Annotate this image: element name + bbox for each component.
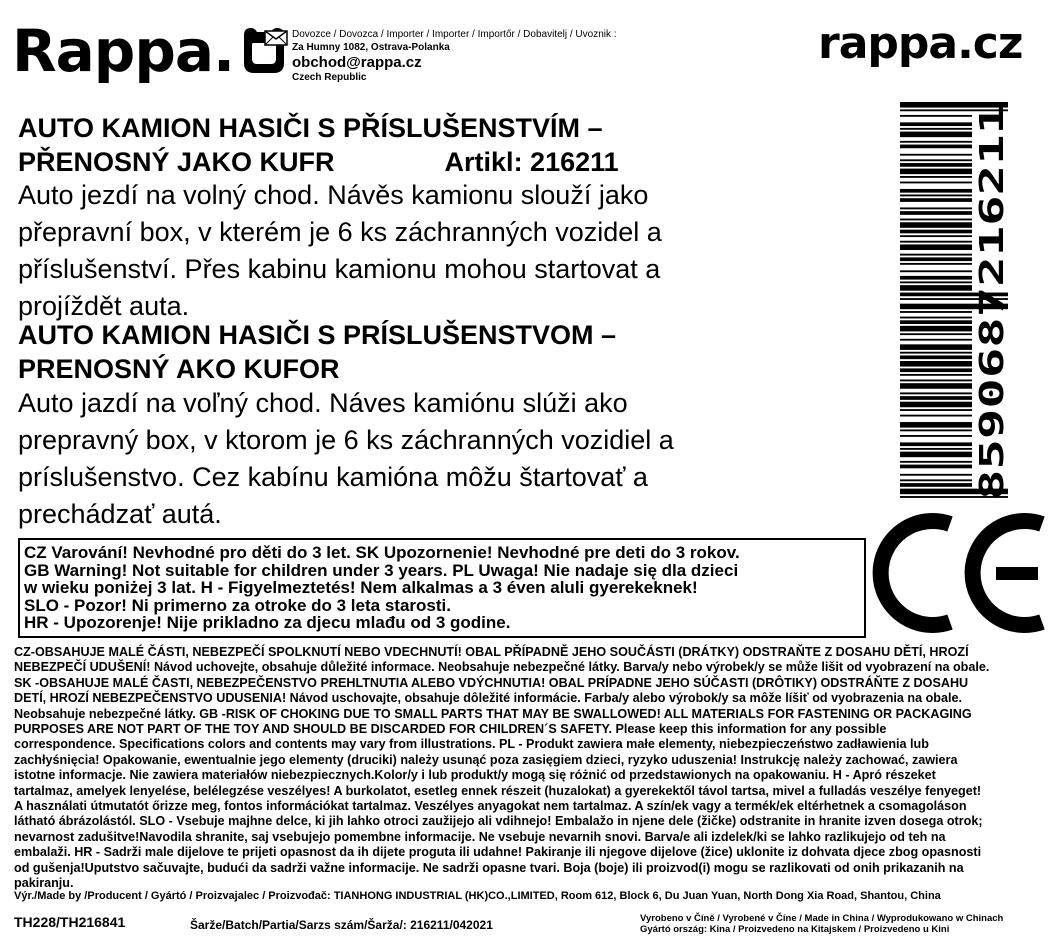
smallprint-line: correspondence. Specifications colors and contents may vary from illustrations. PL - Produkt zawiera małe elementy, niebezpieczeństwo zadławienia lub	[14, 737, 929, 752]
barcode-bar	[900, 465, 972, 469]
barcode-bar	[900, 415, 972, 417]
smallprint-line: tartalmaz, amelyek lenyelése, belélegzése veszélyes! A burkolatot, esetleg ennek részeit (huzalokat) a gyerekektől távol tartsa, mivel a fulladás veszélye fenyeget!	[14, 783, 982, 798]
logo-text: Rappa.	[12, 17, 235, 85]
barcode-bar	[900, 145, 972, 149]
barcode-bar	[900, 383, 972, 389]
barcode-bar	[900, 409, 972, 411]
sk-title	[18, 318, 616, 386]
barcode-bar	[900, 339, 972, 341]
warning-line: CZ Varování! Nevhodné pro děti do 3 let. SK Upozornenie! Nevhodné pre deti do 3 rokov.	[24, 543, 740, 562]
barcode-bar	[900, 195, 972, 197]
barcode-bar	[900, 396, 972, 400]
barcode-bar	[900, 141, 972, 143]
barcode-bar	[900, 317, 972, 319]
barcode-bar	[900, 435, 972, 437]
barcode-bar	[900, 132, 972, 138]
barcode-bar	[900, 285, 972, 291]
smallprint-line: CZ-OBSAHUJE MALÉ ČÁSTI, NEBEZPEČÍ SPOLKNUTÍ NEBO VDECHNUTÍ! OBAL PŘÍPADNĚ JEHO SOUČÁSTI (DRÁTKY) ODSTRAŇTE Z DOSAHU DĚTÍ, HROZÍ	[14, 645, 969, 659]
barcode-bar	[900, 128, 972, 130]
barcode-bar	[900, 281, 972, 283]
warning-line: SLO - Pozor! Ni primerno za otroke do 3 leta starosti.	[24, 595, 451, 615]
barcode-bar	[900, 189, 972, 193]
barcode-bar	[900, 154, 972, 156]
importer-country: Czech Republic	[292, 72, 367, 83]
barcode-bar	[900, 211, 972, 215]
cz-title-line2: PŘENOSNÝ JAKO KUFR	[18, 147, 335, 177]
product-code: TH228/TH216841	[14, 914, 126, 930]
barcode-bar	[900, 479, 972, 481]
barcode-bar	[900, 422, 972, 428]
barcode-bar	[900, 311, 972, 313]
barcode-bar	[900, 380, 972, 382]
smallprint-line: PURPOSES ARE NOT PART OF THE TOY AND SHOULD BE DISCARDED FOR CHILDREN´S SAFETY. Please keep this information for any possible	[14, 722, 887, 737]
barcode-bar	[900, 448, 972, 450]
cz-title	[18, 111, 619, 179]
barcode-bar	[900, 257, 972, 261]
warning-line: GB Warning! Not suitable for children under 3 years. PL Uwaga! Nie nadaje się dla dzieci	[24, 560, 739, 580]
barcode-bar	[900, 374, 972, 376]
warning-line: w wieku poniżej 3 lat. H - Figyelmeztetés! Nem alkalmas a 3 éven aluli gyerekeknek!	[24, 578, 698, 597]
barcode-bar	[900, 483, 972, 487]
smallprint-line: istotne informacje. Nie zawiera materiałów niebezpiecznych.Kolor/y i lub produkt/y mogą się różnić od przedstawionych na opakowaniu. H - Apró részeket	[14, 768, 936, 783]
country-of-origin	[640, 913, 1003, 935]
cz-title-line1: AUTO KAMION HASIČI S PŘÍSLUŠENSTVÍM –	[18, 113, 603, 143]
barcode-bar	[900, 254, 972, 256]
origin-line: Vyrobeno v Číně / Vyrobené v Číne / Made in China / Wyprodukowano w Chinach	[640, 913, 1004, 924]
sk-line: prepravný box, v ktorom je 6 ks záchranných vozidiel a	[18, 425, 674, 455]
smallprint-line: DETÍ, HROZÍ NEBEZPEČENSTVO UDUSENIA! Návod uschovajte, obsahuje dôležité informácie. Farba/y alebo výrobok/y sa môže líšiť od vyobrazenia na obale.	[14, 691, 962, 706]
rappa-logo	[12, 17, 290, 85]
smallprint-line: NEBEZPEČÍ UDUŠENÍ! Návod uchovejte, obsahuje důležité informace. Neobsahuje nebezpečné látky. Barva/y nebo výrobek/y se může lišit od vyobrazení na obale.	[14, 660, 990, 675]
barcode-bar	[900, 222, 972, 228]
batch-number: Šarže/Batch/Partia/Sarzs szám/Šarža/: 216211/042021	[190, 918, 493, 932]
barcode-bar	[900, 230, 972, 234]
smallprint-line: od gušenja!Uputstvo sačuvajte, budući da sadrži važne informacije. Ne sadrži opasne tvari. Boja (boje) ili proizvod(i) mogu se razlikovati od onih prikazanih na	[14, 860, 964, 875]
article-number: Artikl: 216211	[444, 147, 619, 177]
envelope-icon	[264, 30, 288, 46]
barcode-bar	[900, 392, 972, 394]
barcode-bar	[900, 159, 972, 161]
cz-line: příslušenství. Přes kabinu kamionu mohou startovat a	[18, 254, 661, 284]
barcode-bar	[900, 263, 972, 265]
barcode-bar	[900, 182, 972, 184]
sk-description	[18, 385, 674, 533]
barcode-bar	[900, 355, 972, 359]
barcode-bar	[900, 198, 972, 202]
smallprint-line: pakiranju.	[14, 876, 74, 891]
importer-info	[264, 28, 694, 84]
barcode-number: 8590687216211	[972, 241, 1011, 500]
sk-line: Auto jazdí na voľný chod. Náves kamiónu slúži ako	[18, 388, 628, 418]
manufacturer-line: Výr./Made by /Producent / Gyártó / Proizvajalec / Proizvođač: TIANHONG INDUSTRIAL (HK)CO.,LIMITED, Room 612, Block 6, Du Juan Yuan, North Dong Xia Road, Shantou, China	[14, 890, 941, 902]
barcode-bar	[900, 442, 972, 446]
barcode-bar	[900, 241, 972, 243]
cz-line: projíždět auta.	[18, 291, 190, 321]
warning-box	[18, 538, 866, 638]
origin-line: Gyártó ország: Kina / Proizvedeno na Kitajskem / Proizvedeno u Kini	[640, 924, 950, 935]
importer-address: Za Humny 1082, Ostrava-Polanka	[292, 42, 450, 53]
sk-title-line2: PRENOSNÝ AKO KUFOR	[18, 354, 340, 384]
cz-line: Auto jezdí na volný chod. Návěs kamionu slouží jako	[18, 180, 649, 210]
barcode-bar	[900, 244, 972, 250]
smallprint-line: embalaži. HR - Sadrži male dijelove te prijeti opasnost da ih dijete proguta ili udahne! Pakiranje ili njegove dijelove (žice) uklonite iz dohvata djece zbog opasnosti	[14, 845, 982, 860]
smallprint-line: látható ábrázolástól. SLO - Vsebuje majhne delce, ki jih lahko otroci zaužijejo ali vdihnejo! Embalažo in njene dele (žičke) odstranite in hranite izven dosega otrok;	[14, 814, 983, 829]
sk-line: príslušenstvo. Cez kabínu kamióna môžu štartovať a	[18, 462, 648, 492]
barcode-bar	[900, 344, 972, 350]
barcode-bar	[900, 122, 972, 126]
barcode-digits	[972, 96, 1011, 504]
barcode-bar	[900, 235, 972, 237]
barcode-bar	[900, 452, 972, 458]
safety-smallprint	[14, 645, 1046, 892]
smallprint-line: Neobsahuje nebezpečné látky. GB -RISK OF CHOKING DUE TO SMALL PARTS THAT MAY BE SWALLOWED! ALL MATERIALS FOR FASTENING OR PACKAGING	[14, 706, 972, 721]
sk-line: prechádzať autá.	[18, 499, 222, 529]
barcode-bar	[900, 402, 972, 408]
barcode-bar	[900, 276, 972, 280]
ce-mark-icon	[878, 518, 1048, 628]
barcode-bar	[900, 207, 972, 209]
cz-line: přepravní box, v kterém je 6 ks záchranných vozidel a	[18, 217, 662, 247]
barcode-bar	[900, 368, 972, 372]
importer-label: Dovozce / Dovozca / Importer / Importer / Importőr / Dobavitelj / Uvoznik :	[292, 29, 617, 40]
warning-line: HR - Upozorenje! Nije prikladno za djecu mlađu od 3 godine.	[24, 613, 511, 632]
barcode-bar	[900, 115, 972, 117]
barcode-bar	[900, 320, 972, 324]
barcode-bar	[900, 461, 972, 463]
barcode-bar	[900, 176, 972, 178]
barcode-bar	[900, 352, 972, 354]
barcode-bar	[900, 474, 972, 476]
barcode-bar	[900, 270, 972, 272]
smallprint-line: SK -OBSAHUJE MALÉ ČASTI, NEBEZPEČENSTVO PREHLTNUTIA ALEBO VDÝCHNUTIA! OBAL PRÍPADNE JEHO SÚČASTI (DRÔTIKY) ODSTRÁŇTE Z DOSAHU	[14, 675, 969, 690]
barcode-bar	[900, 333, 972, 335]
importer-email: obchod@rappa.cz	[292, 54, 422, 71]
smallprint-line: A használati útmutatót őrizze meg, fontos információkat tartalmaz. Veszélyes anyagokat nem tartalmaz. A szín/ek vagy a termék/ek eltérhetnek a csomagoláson	[14, 799, 967, 814]
site-logo: rappa.cz	[818, 18, 1023, 69]
smallprint-line: nevarnost zadušitve!Navodila shranite, saj vsebujejo pomembne informacije. Ne vsebuje nevarnih snovi. Barva/e ali izdelek/ki se lahko razlikujejo od teh na	[14, 829, 946, 844]
barcode-bar	[900, 219, 972, 221]
barcode-bar	[900, 361, 972, 367]
cz-title-line2-row	[18, 145, 619, 179]
barcode-bar	[900, 163, 972, 167]
barcode-bar	[900, 326, 972, 332]
cz-description	[18, 177, 662, 325]
sk-title-line1: AUTO KAMION HASIČI S PRÍSLUŠENSTVOM –	[18, 320, 617, 350]
smallprint-line: zachłyśnięcia! Opakowanie, ewentualnie jego elementy (druciki) należy usunąć poza zasięgiem dzieci, ryzyko uduszenia! Instrukcję należy zachować, zawiera	[14, 752, 958, 767]
barcode-bar	[900, 429, 972, 431]
barcode-bar	[900, 169, 972, 175]
